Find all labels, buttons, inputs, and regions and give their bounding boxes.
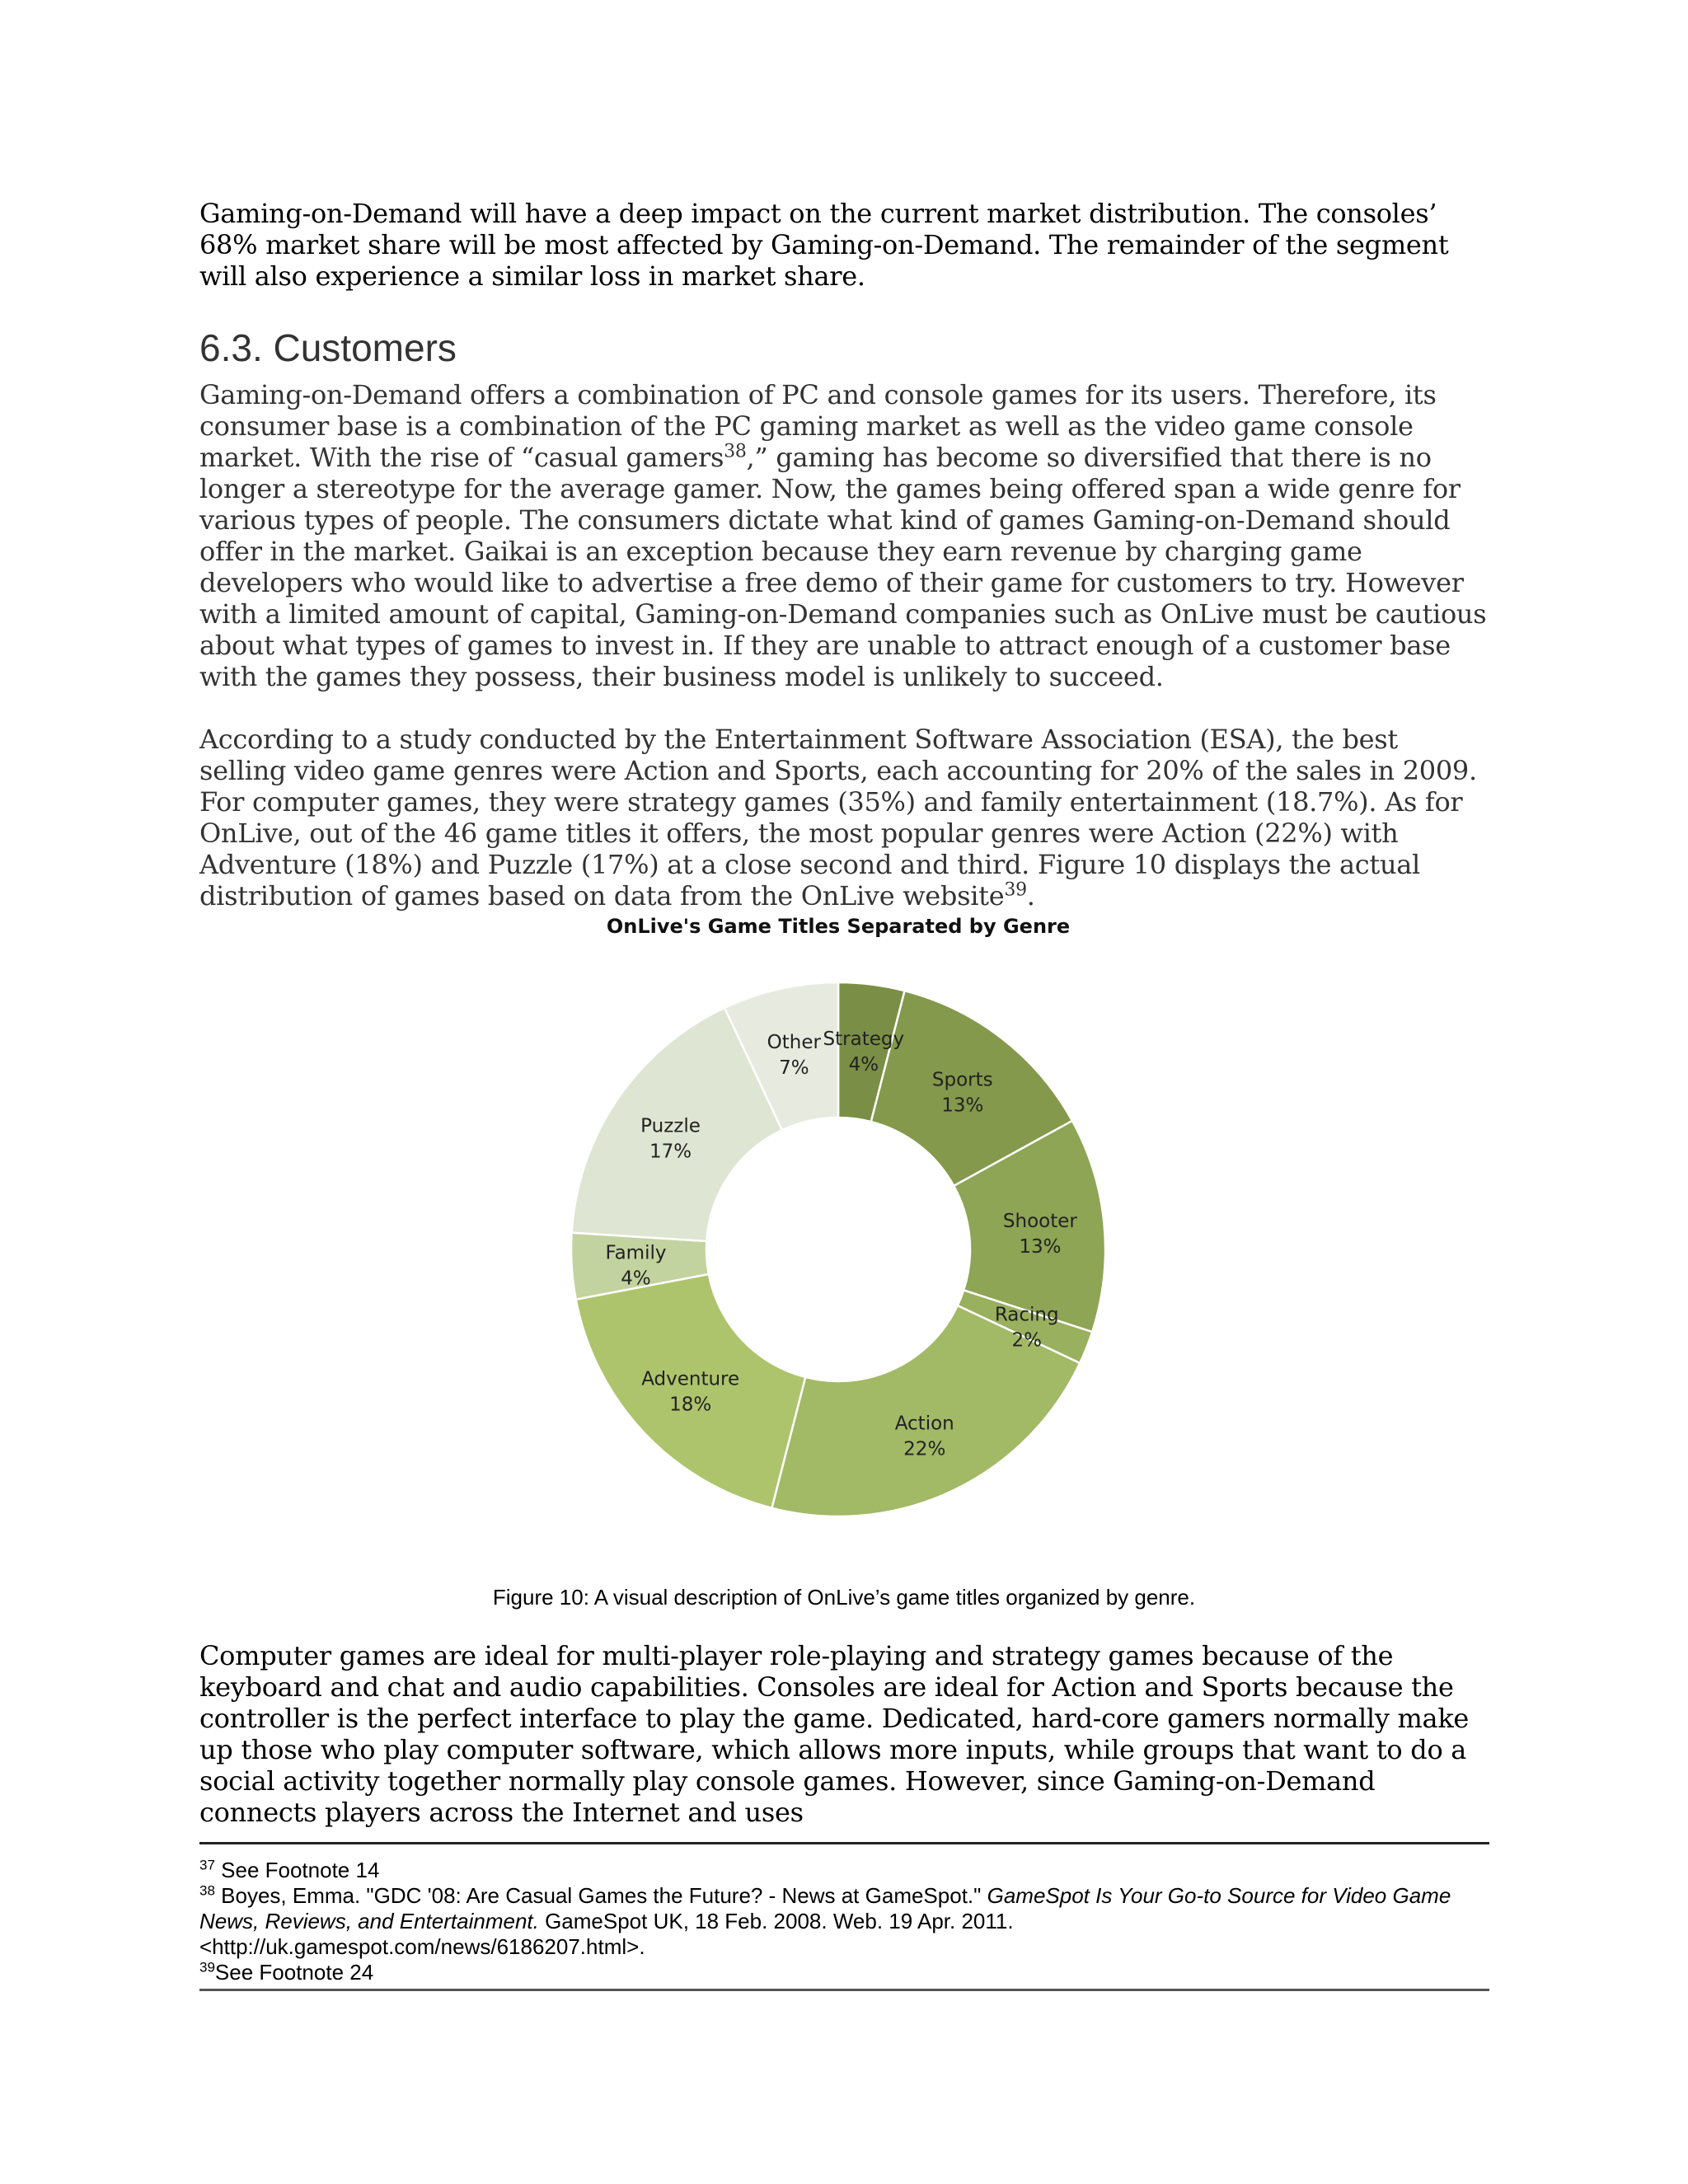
footnote-39-text: See Footnote 24 (214, 1960, 374, 1985)
footnote-ref-39[interactable]: 39 (1004, 879, 1027, 901)
footnote-37-text: See Footnote 14 (214, 1858, 380, 1882)
slice-label-action: Action 22% (894, 1413, 954, 1460)
slice-label-other: Other 7% (767, 1031, 821, 1079)
slice-adventure (576, 1274, 805, 1508)
customers-paragraph-1 (199, 379, 1489, 692)
para1-text-a: Gaming-on-Demand offers a combination of PC and console games for its users. Therefore, its consumer base is a combination of the PC gaming market as well as the video game console market. With the rise of “casual gamers (199, 379, 1437, 473)
para2-text-b: . (1026, 880, 1035, 912)
page-body (199, 198, 1489, 912)
footnote-39-number: 39 (199, 1959, 215, 1975)
footnote-37 (199, 1858, 1489, 1883)
intro-paragraph: Gaming-on-Demand will have a deep impact on the current market distribution. The consoles’ 68% market share will be most affected by Gaming-on-Demand. The remainder of the segment will also experience a similar loss in market share. (199, 198, 1449, 292)
footnotes (199, 1842, 1489, 1991)
para1-text-b: ,” gaming has become so diversified that there is no longer a stereotype for the average gamer. Now, the games being offered span a wide genre for various types of people. The consumers dictate what kind of games Gaming-on-Demand should offer in the market. Gaikai is an exception because they earn revenue by charging game developers who would like to advertise a free demo of their game for customers to try. However with a limited amount of capital, Gaming-on-Demand companies such as OnLive must be cautious about what types of games to invest in. If they are unable to attract enough of a customer base with the games they possess, their business model is unlikely to succeed. (199, 442, 1487, 692)
footnote-39 (199, 1960, 1489, 1985)
computer-games-paragraph: Computer games are ideal for multi-player role-playing and strategy games because of the keyboard and chat and audio capabilities. Consoles are ideal for Action and Sports because the controller is the perfect interface to play the game. Dedicated, hard-core gamers normally make up those who play computer software, which allows more inputs, while groups that want to do a social activity together normally play console games. However, since Gaming-on-Demand connects players across the Internet and uses (199, 1640, 1470, 1828)
footnote-38 (199, 1883, 1489, 1960)
footnote-37-number: 37 (199, 1857, 215, 1873)
slice-label-shooter: Shooter 13% (1002, 1210, 1077, 1258)
para2-text-a: According to a study conducted by the Entertainment Software Association (ESA), the best selling video game genres were Action and Sports, each accounting for 20% of the sales in 2009. For computer games, they were strategy games (35%) and family entertainment (18.7%). As for OnLive, out of the 46 game titles it offers, the most popular genres were Action (22%) with Adventure (18%) and Puzzle (17%) at a close second and third. Figure 10 displays the actual distribution of games based on data from the OnLive website (199, 724, 1477, 912)
footnote-ref-38[interactable]: 38 (724, 441, 747, 462)
slice-label-strategy: Strategy 4% (823, 1028, 905, 1076)
figure-caption: Figure 10: A visual description of OnLive’s game titles organized by genre. (492, 1585, 1196, 1610)
footnote-38-text: Boyes, Emma. "GDC '08: Are Casual Games the Future? - News at GameSpot." (214, 1883, 987, 1908)
footnote-38-number: 38 (199, 1882, 215, 1899)
genre-donut-chart (0, 907, 1688, 1566)
slice-label-racing: Racing 2% (994, 1304, 1059, 1352)
slice-label-puzzle: Puzzle 17% (640, 1115, 701, 1163)
slice-label-sports: Sports 13% (931, 1069, 993, 1117)
footnote-38-url[interactable]: <http://uk.gamespot.com/news/6186207.html>. (199, 1934, 645, 1959)
chart-title: OnLive's Game Titles Separated by Genre (606, 915, 1071, 938)
footnote-38-source-title: GameSpot Is Your Go-to Source for Video Game News, Reviews, and Entertainment. (199, 1883, 1451, 1933)
slice-label-family: Family 4% (605, 1242, 667, 1290)
section-heading: 6.3. Customers (199, 326, 457, 369)
slice-label-adventure: Adventure 18% (641, 1368, 740, 1416)
customers-paragraph-2 (199, 724, 1489, 912)
footnote-38-publication: GameSpot UK, 18 Feb. 2008. Web. 19 Apr. 2011. (538, 1909, 1014, 1933)
